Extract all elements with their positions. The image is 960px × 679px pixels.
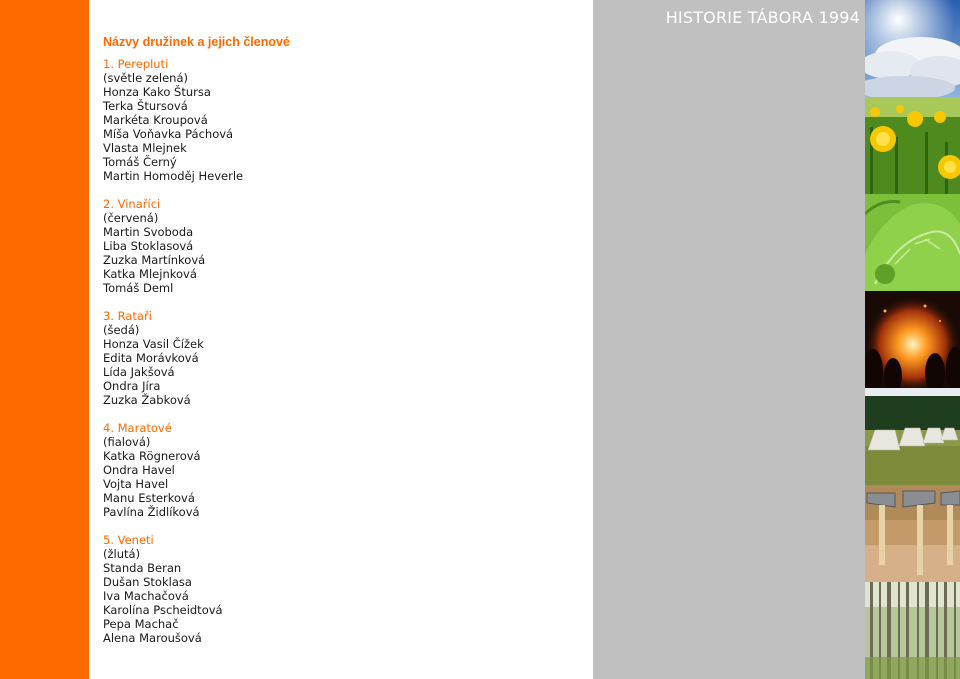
member-name: Honza Kako Štursa [103,85,211,99]
sky-clouds-photo [865,0,960,97]
member-name: Martin Homoděj Heverle [103,169,244,183]
member-name: Edita Morávková [103,351,199,365]
group-block [103,197,573,295]
member-name: Ondra Jíra [103,379,161,393]
member-name: Manu Esterková [103,491,195,505]
member-name: Liba Stoklasová [103,239,194,253]
oak-leaves-photo [865,194,960,291]
member-name: Martin Svoboda [103,225,194,239]
photo-strip [865,0,960,679]
group-block [103,533,573,645]
member-name: Tomáš Deml [103,281,174,295]
groups-content [103,35,573,659]
member-name: Standa Beran [103,561,182,575]
forest-photo [865,582,960,679]
member-name: Zuzka Žabková [103,393,191,407]
member-name: Pepa Machač [103,617,179,631]
gray-panel [593,0,865,679]
member-name: Katka Rögnerová [103,449,201,463]
member-name: Terka Štursová [103,99,188,113]
group-color: (fialová) [103,435,151,449]
group-color: (šedá) [103,323,140,337]
member-name: Karolína Pscheidtová [103,603,223,617]
section-heading: Názvy družinek a jejich členové [103,35,290,49]
group-title: 2. Vinaříci [103,197,161,211]
member-name: Alena Maroušová [103,631,202,645]
group-title: 1. Perepluti [103,57,169,71]
axes-photo [865,485,960,582]
group-color: (červená) [103,211,159,225]
member-name: Iva Machačová [103,589,189,603]
group-color: (světle zelená) [103,71,188,85]
member-name: Ondra Havel [103,463,175,477]
member-name: Vlasta Mlejnek [103,141,187,155]
group-title: 3. Rataři [103,309,152,323]
member-name: Markéta Kroupová [103,113,208,127]
page-title: HISTORIE TÁBORA 1994 [665,8,860,27]
dandelions-photo [865,97,960,194]
member-name: Honza Vasil Čížek [103,337,204,351]
group-block [103,421,573,519]
tents-photo [865,388,960,485]
group-title: 4. Maratové [103,421,172,435]
member-name: Lída Jakšová [103,365,175,379]
orange-side-bar [0,0,89,679]
member-name: Tomáš Černý [103,155,177,169]
member-name: Katka Mlejnková [103,267,197,281]
group-block [103,57,573,183]
group-title: 5. Veneti [103,533,154,547]
group-color: (žlutá) [103,547,141,561]
member-name: Pavlína Židlíková [103,505,200,519]
member-name: Zuzka Martínková [103,253,206,267]
member-name: Míša Voňavka Páchová [103,127,234,141]
member-name: Dušan Stoklasa [103,575,192,589]
member-name: Vojta Havel [103,477,169,491]
group-list [103,57,573,645]
campfire-photo [865,291,960,388]
group-block [103,309,573,407]
